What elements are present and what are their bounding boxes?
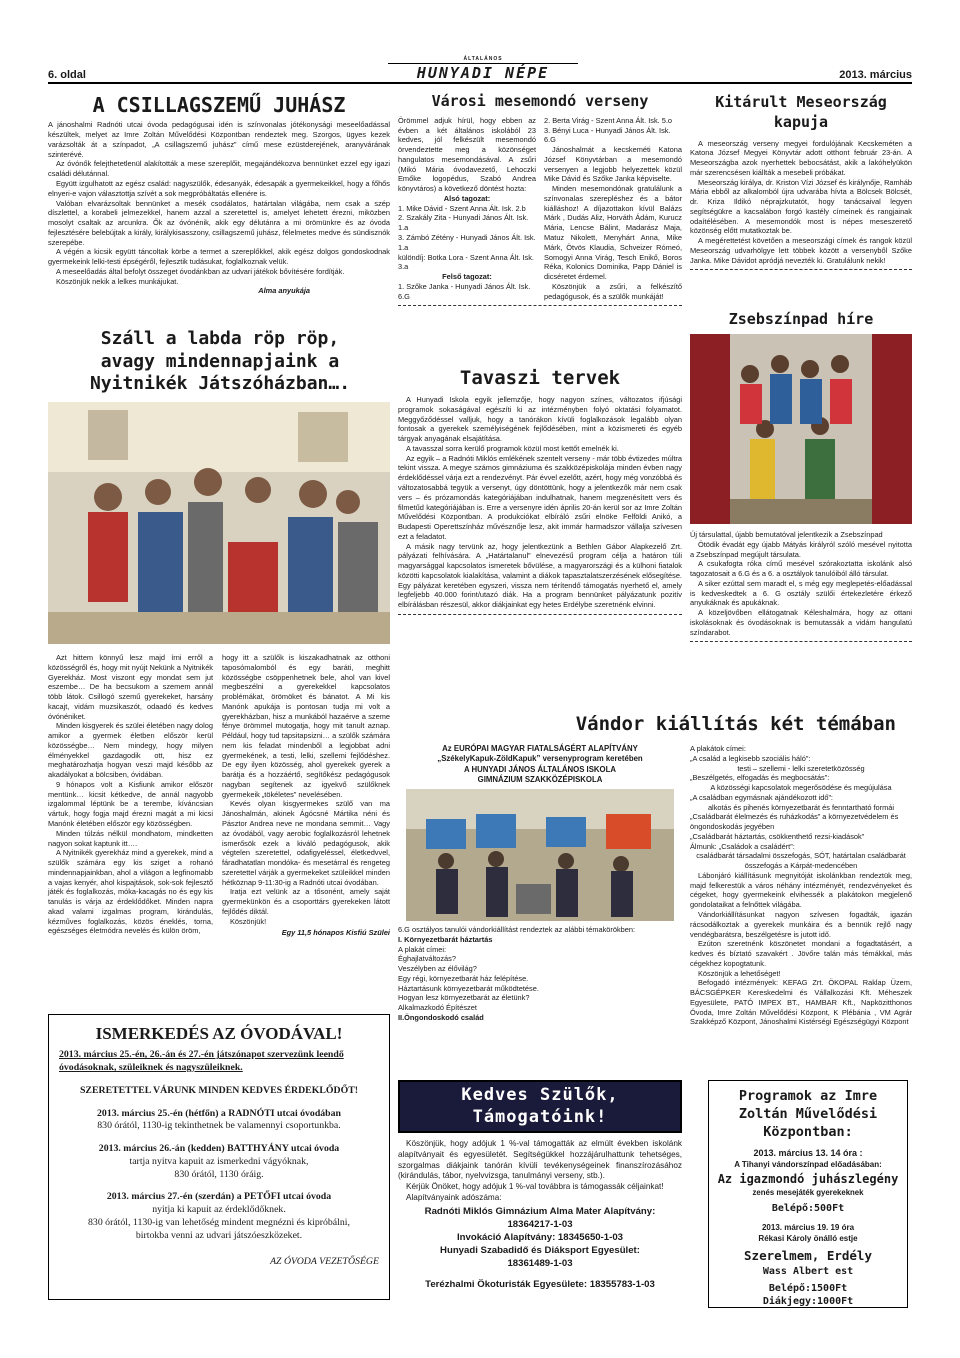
announce-line: tartja nyitva kapuit az ismerkedni vágyóknak,: [129, 1155, 309, 1167]
program-price: Diákjegy:1000Ft: [762, 1296, 854, 1308]
article-title: Száll a labda röp röp, avagy mindennapjaink a Nyitnikék Játszóházban….: [89, 328, 351, 394]
paragraph: A siker ezúttal sem maradt el, s még egy meglepetés-előadással is kedveskedtek a 6. G osztály szülői értekezletére érkező anyukáknak és apukáknak.: [690, 578, 912, 608]
poster-item: Egy régi, környezetbarát ház felépítése.: [398, 973, 529, 983]
article-jatszohaz-col2: [222, 653, 390, 938]
paragraph: Iratja ezt velünk az a tősonént, amely saját gyermekünkön és a csoporttárs gyerekeken látott fejlődés diktál.: [222, 887, 390, 916]
paragraph: Meseország királya, dr. Kriston Vízi József és királynője, Ramháb Mária ebből az alkalomból újra udvarába hívta a Bölcsek Bölcsét, dr. Kriza Ildikó néprajzkutatót, hogy tanácsaival legyen segítségükre a kacsalábon forgó kastély címeinek és rangjainak odaítélésében. A mesemondók most is népes meseszerető közönség előtt mutatkoztak be.: [690, 177, 913, 236]
tax-id: Terézhalmi Ökoturisták Egyesülete: 18355783-1-03: [425, 1278, 655, 1290]
category-label: Alsó tagozat:: [443, 193, 491, 203]
paragraph: Ötödik évadát egy újabb Mátyás királyról szóló mesével nyitotta a Zsebszínpad megújult társulata.: [690, 539, 912, 559]
paragraph: A meseország verseny megyei fordulójának Kecskeméten a Katona József Megyei Könyvtár adott otthont február 23-án. A Meseországba azok nyerhettek bebocsátást, akik a lakóhelyükön már szerencsésen kiállták a mesebeli próbákat.: [690, 138, 912, 177]
paragraph: 6.G osztályos tanulói vándorkiállítást rendeztek az alábbi témakörökben:: [398, 925, 636, 935]
program-date: 2013. március 19. 19 óra: [761, 1223, 855, 1233]
poster-item: „A családban egymásnak ajándékozott idő”:: [690, 792, 833, 802]
announce-line: 830 órától, 1130-ig van lehetőség mindent megnézni és kipróbálni,: [88, 1216, 350, 1228]
photo-zsebszinpad: [690, 334, 912, 524]
announce-signature: AZ ÓVODA VEZETŐSÉGE: [270, 1256, 379, 1268]
winner: 2. Berta Virág - Szent Anna Ált. Isk. 5.o: [544, 115, 673, 125]
paragraph: Minden mesemondónak gratulálunk a színvonalas szerepléshez és a bátor kiálláshoz! A díjazottakon kívül Balázs Márk , Dudás Aliz, Horváth Ádám, Kurucz Mária, Lencse Bálint, Madarász Maja, Matuz Nikolett, Menyhárt Anna, Mike Márk, Ötvös Klaudia, Schveizer Rómeó, Somogyi Anna Virág, Tesch Enikő, Boros Réka, Kolonics Dominika, Papp Dániel is dicséretet érdemel.: [544, 184, 682, 282]
article-title: Kitárult Meseország kapuja: [715, 93, 887, 132]
article-vandor-left: [398, 744, 682, 1023]
article-title: Zsebszínpad híre: [728, 310, 874, 328]
program-line: Rékasi Károly önálló estje: [758, 1233, 858, 1243]
poster-item: A plakátok címei:: [690, 744, 746, 753]
winner: 1. Mike Dávid - Szent Anna Ált. Isk. 2.b: [398, 203, 526, 213]
vandor-head: A HUNYADI JÁNOS ÁLTALÁNOS ISKOLA: [463, 764, 617, 774]
article-programok: [708, 1080, 908, 1308]
announce-line: 830 órától, 1130-ig tekinthetnek be valamennyi csoportunkba.: [97, 1120, 341, 1132]
poster-item: Alkalmazkodó Építészet: [398, 1003, 477, 1013]
article-title: Tavaszi tervek: [459, 367, 621, 389]
paragraph: Örömmel adjuk hírül, hogy ebben az évben a két általános iskolából 23 kedves, jól felkészült mesemondó örvendeztette meg a közönséget hangulatos mesemondásával. A zsűri (Mikó Mária óvodavezető, Lehoczki Emőke logopédus, Szabó Andrea könyvtáros) a következő döntést hozta:: [398, 115, 536, 194]
poster-item: „Családbarát háztartás, csökkenthető rezsi-kiadások”: [690, 831, 865, 841]
poster-item: Hogyan lesz környezetbarát az életünk?: [398, 993, 530, 1003]
masthead-title: HUNYADI NÉPE: [388, 63, 578, 85]
paragraph: Vándorkiállításunkat nagyon szívesen fogadták, igazán rácsodálkoztak a gyerekek munkáira és a bennük rejlő nagy vendégbarátsra, beszélgetésre is jutott idő.: [690, 910, 912, 939]
poster-item: alkotás és pihenés környezetbarát és fenntartható formái: [707, 802, 895, 812]
paragraph: A Nyitnikék gyerekház mind a gyerekek, mind a szülők számára egy kis sziget a rohanó mindennapjainkban, ahol a világon a legfinomabb a vajas kenyér, ahol kispajtások, sok-sok fejlesztő játék és foglalkozás, móka-kacagás no és egy kis tanulás is várja az érdeklődőket. Minden napra akad valami izgalmas program, kirándulás, kézműves foglalkozás, közös éneklés, torna, egészséges életmódra nevelés és külön öröm,: [48, 848, 213, 936]
paragraph: 9 hónapos volt a Kisfiunk amikor először mentünk… kicsit kétkedve, de annál nagyobb izgalommal léptünk be a terembe, kíváncsian vártuk, hogy fogja majd érezni magát a mi kicsi Manónk életében először egy közösségben.: [48, 779, 213, 829]
announce-line: birtokba venni az udvari játszóeszközeket.: [135, 1229, 303, 1241]
photo-jatszohaz: [48, 402, 390, 644]
banner-title: Kedves Szülők, Támogatóink!: [398, 1080, 682, 1133]
article-zsebszinpad: [690, 310, 912, 330]
paragraph: Valóban elvarázsoltak bennünket a mesék csodálatos, határtalan világába, nem csak a szép díszlettel, a korabeli jelmezekkel, hanem azzal a szeretettel is, amelyet lehetett érezni, miközben mosolyt csaltak az arcunkra. Ők az óvónénik, akik egy délutánra a mi örömünkre és az óvoda fejlesztésére belebújtak a király, királykisasszony, csillagszemű juhász, félelmetes medve és sündisznók szerepébe.: [48, 198, 390, 247]
vandor-head: Az EURÓPAI MAGYAR FIATALSÁGÉRT ALAPÍTVÁNY: [442, 744, 638, 753]
paragraph: A másik nagy tervünk az, hogy jelentkezünk a Bethlen Gábor Alapkezelő Zrt. pályázati felhívására. A „Határtalanul” elnevezésű program célja a határon túli magyarsággal kapcsolatos ismeretek bővülése, a magyarországi és a külhoni fiatalok közötti kapcsolatok kialakítása, valamint a diákok tapasztalatszerzésének elősegítése. Egy pályázat keretében egyszeri, vissza nem térítendő támogatás nyerhető el, amely legfeljebb 40.000 forint/utazó diák. Ha a program bennünket pályázatunk pozitív elbírálásban részesül, akkor diákjainkat egy hetes Erdélybe szeretnénk elvinni.: [398, 541, 682, 610]
paragraph: Az óvónők felejthetetlenül alakították a mese szereplőit, megajándékozva bennünket ezzel egy igazi családi délutánnal.: [48, 159, 390, 179]
paragraph: A tavasszal sorra kerülő programok közül most kettőt emelnék ki.: [406, 443, 619, 453]
announce-line: 2013. március 26.-án (kedden) BATTHYÁNY utcai óvoda: [98, 1143, 340, 1155]
paragraph: Kérjük Önöket, hogy adójuk 1 %-val továbbra is támogassák céljainkat!: [406, 1182, 664, 1192]
masthead-small: ÁLTALÁNOS: [463, 56, 503, 62]
paragraph: A végén a kicsik együtt táncoltak körbe a termet a szereplőkkel, akik egész dolgos gondoskodnak gyermekeink lelki-testi épségéről, fejlesztik tudásukat, foglalkoznak velük.: [48, 247, 390, 267]
article-zsebszinpad-text: [690, 530, 912, 646]
paragraph: Alapítványaink adószáma:: [406, 1193, 502, 1203]
paragraph: Köszönjük, hogy adójuk 1 %-val támogatták az elmúlt években iskolánk alapítványait és egyesületét. Segítségükkel hozzájárulhattunk tehetséges, szorgalmas diákjaink tanórán kívüli tevékenységeinek finanszírozásához (kirándulás, tábor, nyelvvizsga, tanulmányi verseny, stb.).: [398, 1138, 682, 1181]
article-csillagszemu: [48, 92, 390, 296]
vandor-head: GIMNÁZIUM SZAKKÖZÉPISKOLA: [477, 774, 603, 784]
poster-item: Éghajlatváltozás?: [398, 954, 456, 964]
divider: [690, 641, 912, 642]
winner: különdíj: Botka Lora - Szent Anna Ált. Isk. 3.a: [398, 252, 534, 272]
announce-line: SZERETETTEL VÁRUNK MINDEN KEDVES ÉRDEKLŐDŐT!: [79, 1084, 358, 1096]
article-title: ISMERKEDÉS AZ ÓVODÁVAL!: [95, 1024, 343, 1043]
paragraph: A meseelőadás által befolyt összeget óvodánkban az udvari játékok bővítésére fordítják.: [56, 266, 345, 276]
poster-item: Álmunk: „Családok a családért”:: [690, 841, 795, 851]
article-ismerkedes: [48, 1014, 390, 1300]
tax-id: Radnóti Miklós Gimnázium Alma Mater Alapítvány:: [424, 1205, 656, 1217]
paragraph: A Hunyadi Iskola egyik jellemzője, hogy nagyon színes, változatos ifjúsági programok sokaságával egészíti ki az intézményben folyó oktatási folyamatot. Meggyőződéssel valljuk, hogy a tanórákon kívüli foglalkozások legalább olyan fontosak a gyerekek személyiségének fejlődésében, mint a közismereti és egyéb tárgyak anyagának elsajátítása.: [398, 395, 682, 444]
program-date: 2013. március 13. 14 óra :: [753, 1147, 863, 1158]
poster-item: A közösségi kapcsolatok megerősödése és megújulása: [710, 783, 892, 793]
article-title: Programok az Imre Zoltán Művelődési Központban:: [738, 1088, 878, 1141]
poster-item: „A család a legkisebb szociális háló”:: [690, 753, 811, 763]
article-mesemondo: [398, 92, 682, 310]
article-signature: Alma anyukája: [258, 286, 310, 296]
article-title: A CSILLAGSZEMŰ JUHÁSZ: [92, 93, 346, 117]
announce-line: 2013. március 25.-én, 26.-án és 27.-én játszónapot szervezünk leendő óvodásoknak, szüleiknek és nagyszüleiknek.: [59, 1049, 344, 1074]
article-signature: Egy 11,5 hónapos Kisfiú Szülei: [281, 928, 390, 938]
paragraph: Köszönjük a lehetőséget!: [698, 968, 781, 978]
program-title: Az igazmondó juhászlegény: [717, 1172, 899, 1187]
paragraph: Minden túlzás nélkül mondhatom, mindketten nagyon sokat kaptunk itt….: [48, 828, 213, 848]
paragraph: Együtt izgulhatott az egész család: nagyszülők, édesanyák, édesapák a gyermekeikkel, hogy a főhős elnyeri-e vajon választottja szívét a sok megpróbáltatás ellenére is.: [48, 178, 390, 198]
paragraph: Jánoshalmát a kecskeméti Katona József Könyvtárban a mesemondó versenyen a legjobb helyezettek közül Mike Dávid és Szőke Janka képviselte.: [544, 145, 682, 184]
paragraph: Köszönjük!: [230, 916, 267, 926]
tax-id: 18364217-1-03: [507, 1218, 573, 1230]
tax-id: Invokáció Alapítvány: 18345650-1-03: [456, 1231, 624, 1243]
divider: [690, 269, 912, 270]
article-tamogatok: [398, 1080, 682, 1291]
article-jatszohaz-col1: [48, 653, 213, 936]
header-rule: [48, 82, 912, 84]
winner: 1. Szőke Janka - Hunyadi János Ált. Isk. 6.G: [398, 281, 531, 301]
paragraph: Ezúton szeretnénk köszönetet mondani a fogadtatásért, a kedves és bíztató szavakért . Jövőre talán más témákkal, más cégekhez kopogtatunk.: [690, 939, 912, 968]
tax-id: Hunyadi Szabadidő és Diáksport Egyesület:: [440, 1244, 640, 1256]
article-vandor-right: [690, 744, 912, 1027]
program-price: Belépő:500Ft: [771, 1203, 845, 1215]
poster-item: Veszélyben az élővilág?: [398, 964, 477, 974]
poster-item: „Beszélgetés, elfogadás és megbocsátás”:: [690, 773, 830, 783]
announce-line: 2013. március 27.-én (szerdán) a PETŐFI utcai óvoda: [106, 1191, 332, 1203]
theme-label: I. Környezetbarát háztartás: [398, 934, 493, 944]
announce-line: nyitja ki kapuit az érdeklődőknek.: [152, 1204, 286, 1216]
paragraph: Lábonjáró kiállításunk megnyitóját iskolánkban rendeztük meg, majd felkerestük a város néhány intézményét, rendezvényeket és cégeket, hogy gyermekeink elvihessék a plakátokon megjelenő gondolataikat a felnőttek világába.: [690, 870, 912, 910]
tax-id: 18361489-1-03: [507, 1257, 573, 1269]
photo-vandor: [406, 789, 674, 921]
paragraph: A csukafogta róka című mesével szórakoztatta iskolánk alsó tagozatosait a 6.G és a 6. a osztályok tanulóiból álló társulat.: [690, 559, 912, 579]
paragraph: Azt hittem könnyű lesz majd írni erről a közösségről és, hogy mit nyújt Nekünk a Nyitnikék Gyerekház. Most viszont egy mondat sem jut eszembe… De ha becsukom a szemem annál több látok. Csillogó szemű gyerekeket, harsány kacajt, vidám muzsikaszót, odaadó és kedves óvónéniket.: [48, 653, 213, 721]
winner: 3. Bényi Luca - Hunyadi János Ált. Isk. 6.G: [544, 125, 671, 145]
paragraph: Befogadó intézmények: KEFAG Zrt. ÖKOPAL Raklap Üzem, BÁCSGÉPKER Kereskedelmi és Vállalkozási Kft. Méheszek Egyesülete, PATÓ IMPEX BT., HAMBAR Kft., Napközitthonos Óvoda, Imre Zoltán Művelődési Központ, K Plébánia , VM Agrár Szakképző Központ, Jánoshalmi Kistérségi Egészségügyi Központ: [690, 978, 912, 1027]
program-line: A Tihanyi vándorszínpad előadásában:: [734, 1159, 882, 1169]
issue-date: 2013. március: [839, 69, 912, 81]
paragraph: A közeljövőben ellátogatnak Kéleshalmára, hogy az ottani iskolásoknak és óvodásoknak is bemutassák a vidám hangulatú színdarabot.: [690, 608, 912, 637]
page-header: [48, 56, 912, 86]
program-line: zenés mesejáték gyerekeknek: [752, 1187, 864, 1197]
program-price: Belépő:1500Ft: [768, 1283, 848, 1295]
article-title: Városi mesemondó verseny: [431, 92, 649, 110]
poster-item: Háztartásunk környezetbarát működtetése.: [398, 983, 539, 993]
category-label: Felső tagozat:: [442, 272, 492, 282]
program-title: Szerelmem, Erdély: [744, 1248, 872, 1264]
vandor-head: „SzékelyKapuk-ZöldKapuk” versenyprogram keretében: [437, 754, 643, 764]
announce-line: 830 órától, 1130 óráig.: [174, 1168, 264, 1180]
paragraph: Köszönjük a zsűri, a felkészítő pedagógusok, és a szülők munkáját!: [544, 281, 682, 301]
winner: 2. Szakály Zita - Hunyadi János Ált. Isk. 1.a: [398, 213, 529, 233]
paragraph: Minden kisgyerek és szülei életében nagy dolog amikor a gyermek életben először kerül közösségbe… Nem mindegy, hogy milyen élményekkel gazdagodik ott, hisz ez meghatározhatja hogyan veszi majd később az akadályokat a bölcsiben, óvidában.: [48, 721, 213, 780]
article-title: Vándor kiállítás két témában: [575, 713, 896, 735]
theme-label: II.Öngondoskodó család: [398, 1013, 484, 1023]
page-number: 6. oldal: [48, 69, 86, 81]
paragraph: Kevés olyan kisgyermekes szülő van ma Jánoshalmán, akinek Ágócsné Mártika néni és Pásztor Andrea neve ne mondana semmit… Vagy az óvodából, vagy aerobic foglalkozásról lehetnek ismerősök ezek a kiváló pedagógusok, akik végtelen szeretettel, odafigyeléssel, életkedvvel, fáradhatatlan mondóka- és mesetárral és rengeteg szeretettel várják a gyermekeket szüleikkel minden hétköznap 9-11:30-ig a Radnóti utcai óvodában.: [222, 799, 390, 887]
paragraph: hogy itt a szülők is kiszakadhatnak az otthoni taposómalomból és egy baráti, meghitt közösségbe csöppenhetnek bele, ahol van kivel megbeszélni a gyerekekkel kapcsolatos problémákat, örömöket és bánatot. A Mi kis Manónk apukája is pontosan tudja mi volt a gyerekházban, hisz a munkából hazaérve a szeme fénye örömmel mutogatja, hogy mit tanult aznap. Például, hogy tud tapsitapsizni… a szülők számára nem kis feladat mindenből a legjobbat adni gyermekének, a testi, lelki, szellemi fejlődéshez. De egy ilyen közösség, ahol gyerekek gyerek a barátja és a hozzáértő, segítőkész pedagógusok nagyban segítenek az igyekvő szülőknek gyermekeik „tökéletes” nevelésében.: [222, 653, 390, 799]
announce-line: 2013. március 25.-én (hétfőn) a RADNÓTI utcai óvodában: [97, 1107, 341, 1119]
paragraph: A megérettetést követően a meseországi címek és rangok közül Meseország udvarhölgye lett többek között a versenyből Szőke Janka. Mike Dávidot apródjá nevezték ki. Gratulálunk nekik!: [690, 236, 912, 265]
program-line: Wass Albert est: [762, 1265, 854, 1277]
poster-item: „Családbarát élelmezés és ruházkodás” a környezetvédelem és öngondoskodás jegyében: [690, 812, 899, 832]
paragraph: Az egyik – a Radnóti Miklós emlékének szentelt verseny - már több évtizedes múltra tekint vissza. A megye számos gimnáziuma és szakközépiskolája minden évben nagy érdeklődéssel várja ezt a rendezvényt. Pár évvel ezelőtt, azért, hogy még vonzóbbá és változatosabbá tegyük a versenyt, úgy döntöttünk, hogy a jelentkezők már nem csak vers – és prózamondás kategóriájában indulhatnak, hanem megzenésített vers és filmetűd kategóriájában is. Erre a versenyre idén április 20-án kerül sor az Imre Zoltán Művelődési Központban. A produkciókat elbíráló zsűri elnöke Felföldi Anikó, a Budapesti Operettszínház művésznője lesz, akit immár harmadszor vállalja szívesen ezt a feladatot.: [398, 453, 682, 541]
paragraph: A jánoshalmi Radnóti utcai óvoda pedagógusai idén is színvonalas jótékonysági meseelőadással készültek, melyet az Imre Zoltán Művelődési Központban rendeztek meg. Szorgos, ügyes kezek varázsolták át a színpadot, „A csillagszemű juhász” című mese ezüstderejének, aranyvárának szinterévé.: [48, 120, 390, 159]
paragraph: Köszönjük nekik a lelkes munkájukat.: [56, 276, 179, 286]
divider: [398, 614, 682, 615]
paragraph: Új társulattal, újabb bemutatóval jelentkezik a Zsebszínpad: [690, 530, 883, 539]
article-meseorszag: [690, 92, 912, 274]
poster-item: testi – szellemi - lelki szeretetközösség: [737, 763, 865, 773]
winner: 3. Zámbó Zétény - Hunyadi János Ált. Isk. 1.a: [398, 232, 536, 252]
poster-item: A plakát címei:: [398, 944, 447, 954]
poster-item: családbarát társadalmi összefogás, SÓT, határtalan családbarát összefogás a Kárpát-medencében: [696, 851, 906, 871]
divider: [398, 305, 682, 306]
masthead: [388, 56, 578, 84]
article-tavaszi: [398, 366, 682, 619]
